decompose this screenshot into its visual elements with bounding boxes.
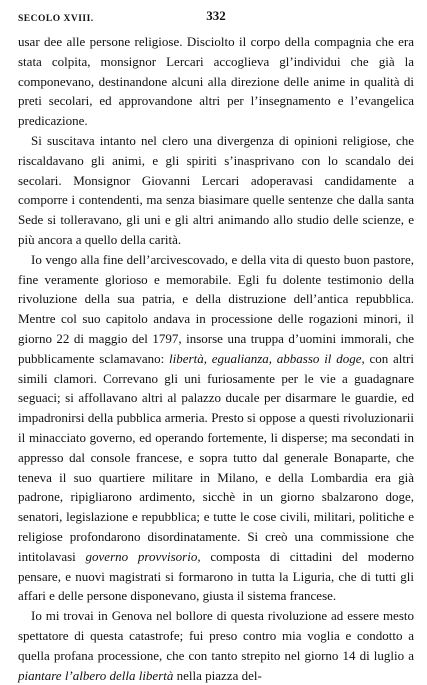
running-header — [18, 8, 414, 32]
text-run: nella piazza del- — [173, 667, 262, 683]
text-run: Io mi trovai in Genova nel bollore di questa rivoluzione ad essere mesto spettatore di questa catastrofe; fui preso contro mia voglia e condotto a quella profana processione, che con tanto strepito nel giorno 14 di luglio a — [18, 608, 414, 663]
paragraph — [18, 131, 414, 250]
italic-phrase: piantare l’albero della libertà — [18, 667, 174, 683]
page-number: 332 — [206, 8, 226, 23]
text-run: Si suscitava intanto nel clero una divergenza di opinioni religiose, che riscaldavano gli animi, e gli spiriti s’inasprivano con lo scandalo dei secolari. Monsignor Giovanni Lercari adoperavasi candidamente a comporre i contendenti, ma senza biasimare quelle sentenze che dalla santa Sede si tolleravano, gli uni e gli altri animando allo studio delle scienze, e più ancora a quello della carità. — [18, 132, 414, 247]
body-text — [18, 32, 414, 685]
text-run: usar dee alle persone religiose. Disciolto il corpo della compagnia che era stata colpita, monsignor Lercari accoglieva gl’individui che già la componevano, destinandone alcuni alla direzione delle anime in qualità di preti secolari, ed approvandone altri per l’insegnamento e l’evangelica predicazione. — [18, 34, 414, 129]
text-run: Io vengo alla fine dell’arcivescovado, e della vita di questo buon pastore, fine veramente glorioso e memorabile. Egli fu dolente testimonio della rivoluzione della sua patria, e della distruzione dell’antica repubblica. Mentre col suo capitolo andava in processione delle rogazioni minori, il giorno 22 di maggio del 1797, insorse una truppa d’uomini immorali, che pubblicamente sclamavano: — [18, 251, 414, 366]
italic-term: governo provvisorio — [85, 548, 198, 564]
book-page — [18, 8, 414, 685]
paragraph — [18, 606, 414, 685]
italic-quote: libertà, egualianza, abbasso il doge — [169, 350, 362, 366]
text-run: , composta di cittadini del moderno pensare, e nuovi magistrati si formarono in tutta la Liguria, che di tutti gli affari e delle persone disponevano, giusta il sistema francese. — [18, 548, 414, 604]
section-label: SECOLO XVIII. — [18, 14, 94, 24]
paragraph — [18, 250, 414, 606]
text-run: , con altri simili clamori. Correvano gli uni furiosamente per le vie a guadagnare seguaci; si affollavano altri al palazzo ducale per disarmare le guardie, ed impadronirsi della pubblica armeria. Presto si oppose a questi rivoluzionarii il minacciato governo, ed operando fortemente, li disperse; ma secondati in appresso dal console francese, e sopra tutto dal generale Bonaparte, che teneva il suo quartiere militare in Milano, e della Lombardia era già padrone, ripigliarono ardimento, sicchè in un giorno sbalzarono doge, senatori, legislazione e repubblica; e tutte le cose civili, militari, politiche e religiose profondarono disordinatamente. Si creò una commissione che intitolavasi — [18, 350, 414, 564]
paragraph — [18, 32, 414, 131]
